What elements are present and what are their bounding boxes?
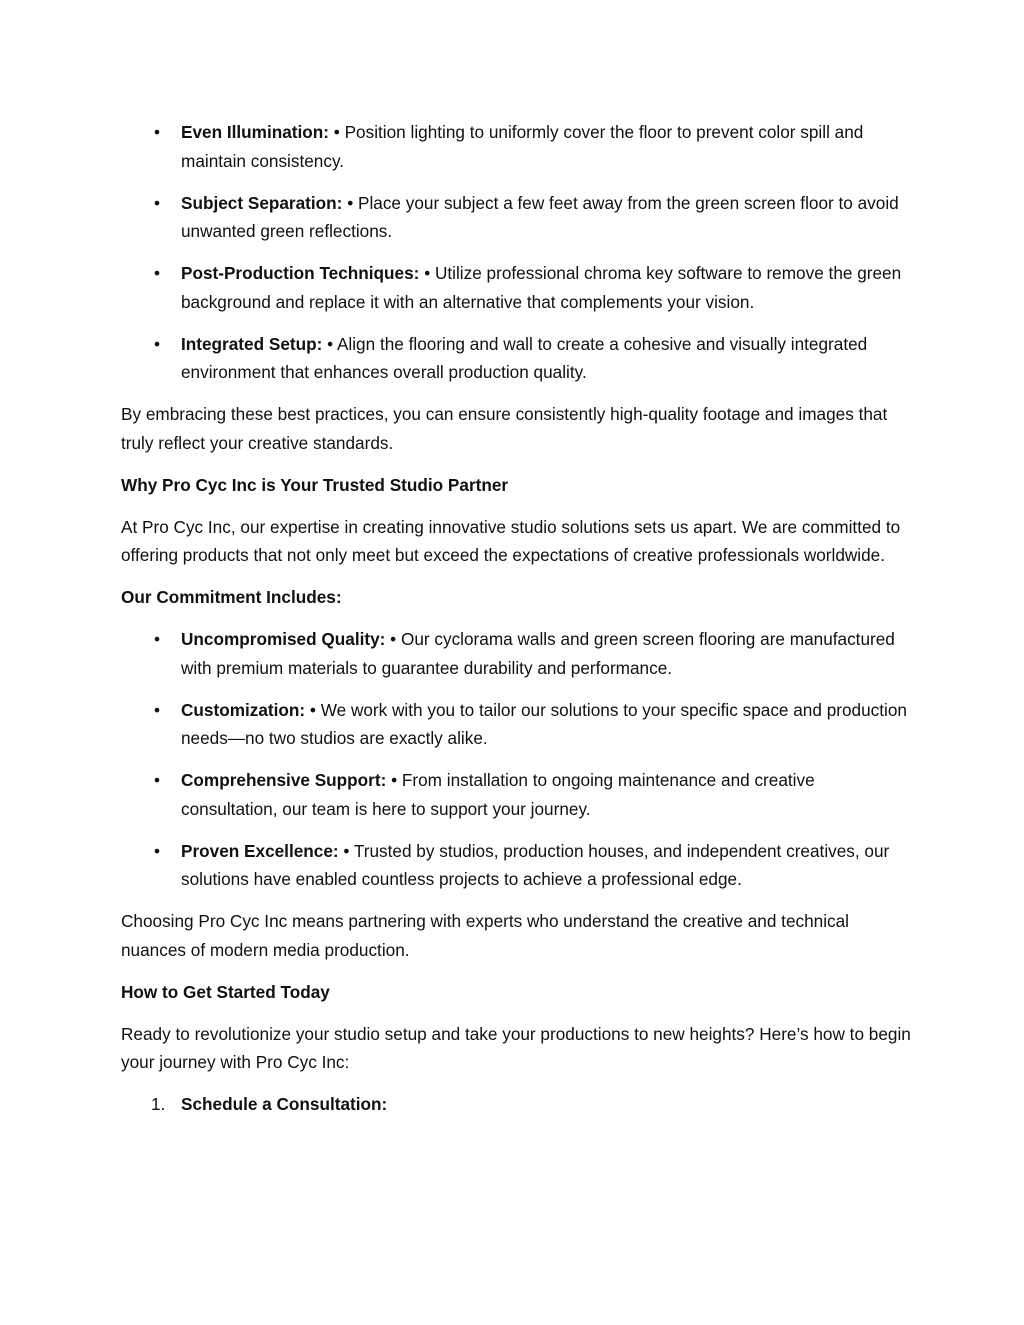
- item-label: Comprehensive Support:: [181, 770, 387, 790]
- step-number: 1.: [151, 1094, 166, 1114]
- item-text: • Position lighting to uniformly cover the floor to prevent color spill and maintain consistency.: [181, 122, 864, 171]
- item-text: • From installation to ongoing maintenance and creative consultation, our team is here to support your journey.: [181, 770, 815, 819]
- bullet-icon: •: [153, 699, 161, 720]
- item-label: Even Illumination:: [181, 122, 330, 142]
- steps-list: [121, 1090, 911, 1119]
- list-item: [121, 330, 911, 387]
- item-label: Integrated Setup:: [181, 333, 323, 354]
- item-text: • Utilize professional chroma key software to remove the green background and replace it with an alternative that complements your vision.: [181, 263, 902, 312]
- heading-trusted-partner: Why Pro Cyc Inc is Your Trusted Studio Partner: [121, 474, 509, 495]
- heading-get-started: How to Get Started Today: [121, 981, 330, 1002]
- item-text: • We work with you to tailor our solutions to your specific space and production needs—no two studios are exactly alike.: [181, 699, 907, 748]
- list-item: [121, 1090, 911, 1119]
- paragraph-expertise: At Pro Cyc Inc, our expertise in creating innovative studio solutions sets us apart. We are committed to offering products that not only meet but exceed the expectations of creative professionals worldwide.: [121, 516, 901, 565]
- item-label: Post-Production Techniques:: [181, 263, 420, 283]
- item-label: Customization:: [181, 699, 306, 720]
- commitment-list: [121, 625, 911, 894]
- list-item: [121, 696, 911, 753]
- document-page: [121, 118, 911, 1132]
- item-text: • Place your subject a few feet away from the green screen floor to avoid unwanted green reflections.: [181, 192, 899, 241]
- list-item: [121, 118, 911, 175]
- list-item: [121, 625, 911, 682]
- item-text: • Align the flooring and wall to create a cohesive and visually integrated environment that enhances overall production quality.: [181, 333, 868, 382]
- best-practices-list: [121, 118, 911, 387]
- paragraph-best-practices: By embracing these best practices, you can ensure consistently high-quality footage and images that truly reflect your creative standards.: [121, 404, 888, 453]
- bullet-icon: •: [153, 122, 161, 142]
- paragraph-choosing: Choosing Pro Cyc Inc means partnering with experts who understand the creative and technical nuances of modern media production.: [121, 911, 850, 960]
- item-label: Proven Excellence:: [181, 840, 339, 861]
- list-item: [121, 189, 911, 246]
- item-label: Subject Separation:: [181, 192, 343, 213]
- list-item: [121, 837, 911, 894]
- bullet-icon: •: [153, 333, 161, 354]
- item-label: Schedule a Consultation:: [181, 1094, 388, 1114]
- bullet-icon: •: [153, 770, 161, 790]
- list-item: [121, 766, 911, 823]
- bullet-icon: •: [153, 629, 161, 649]
- paragraph-ready: Ready to revolutionize your studio setup and take your productions to new heights? Here’s how to begin your journey with Pro Cyc Inc:: [121, 1023, 911, 1072]
- bullet-icon: •: [153, 840, 161, 861]
- bullet-icon: •: [153, 192, 161, 213]
- bullet-icon: •: [153, 263, 161, 283]
- heading-commitment: Our Commitment Includes:: [121, 587, 342, 607]
- item-label: Uncompromised Quality:: [181, 629, 386, 649]
- list-item: [121, 259, 911, 316]
- item-text: • Our cyclorama walls and green screen flooring are manufactured with premium materials to guarantee durability and performance.: [181, 629, 895, 678]
- item-text: • Trusted by studios, production houses, and independent creatives, our solutions have enabled countless projects to achieve a professional edge.: [181, 840, 890, 889]
